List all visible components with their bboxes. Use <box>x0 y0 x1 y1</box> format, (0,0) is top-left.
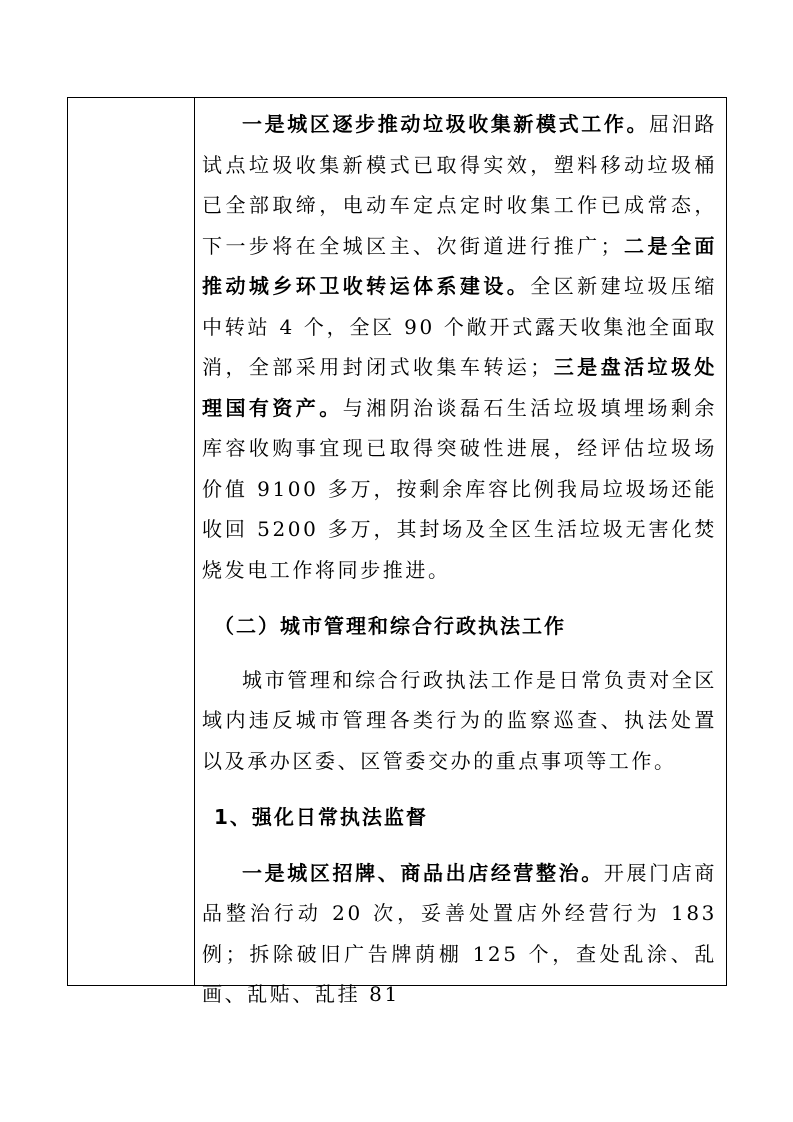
signage-point-bold: 一是城区招牌、商品出店经营整治。 <box>242 860 604 885</box>
point-three-bold: 三是盘活垃圾处理国有资产。 <box>202 355 718 420</box>
paragraph-waste-collection <box>202 104 717 590</box>
point-two-bold: 二是全面推动城乡环卫收转运体系建设。 <box>202 233 717 298</box>
section-heading: （二）城市管理和综合行政执法工作 <box>214 614 566 638</box>
report-table <box>67 97 727 1006</box>
table-left-cell <box>68 98 195 985</box>
subsection-heading: 1、强化日常执法监督 <box>214 805 428 829</box>
paragraph-enforcement-intro: 城市管理和综合行政执法工作是日常负责对全区域内违反城市管理各类行为的监察巡查、执法处置以及承办区委、区管委交办的重点事项等工作。 <box>202 667 717 773</box>
point-one-text: 屈汨路试点垃圾收集新模式已取得实效，塑料移动垃圾桶已全部取缔，电动车定点定时收集工作已成常态，下一步将在全城区主、次街道进行推广； <box>202 112 717 258</box>
point-two-text: 全区新建垃圾压缩中转站 4 个，全区 90 个敞开式露天收集池全面取消，全部采用封闭式收集车转运； <box>202 274 717 379</box>
table-right-cell <box>196 98 726 1006</box>
point-one-bold: 一是城区逐步推动垃圾收集新模式工作。 <box>242 112 650 136</box>
paragraph-signage-rectification <box>202 853 717 1015</box>
cell-content <box>202 104 717 1015</box>
point-three-text: 与湘阴治谈磊石生活垃圾填埋场剩余库容收购事宜现已取得突破性进展，经评估垃圾场价值 9100 多万，按剩余库容比例我局垃圾场还能收回 5200 多万，其封场及全区生活垃圾无害化焚烧发电工作将同步推进。 <box>202 395 717 582</box>
signage-point-text: 开展门店商品整治行动 20 次，妥善处置店外经营行为 183 例；拆除破旧广告牌荫棚 125 个，查处乱涂、乱画、乱贴、乱挂 81 <box>202 860 717 1006</box>
